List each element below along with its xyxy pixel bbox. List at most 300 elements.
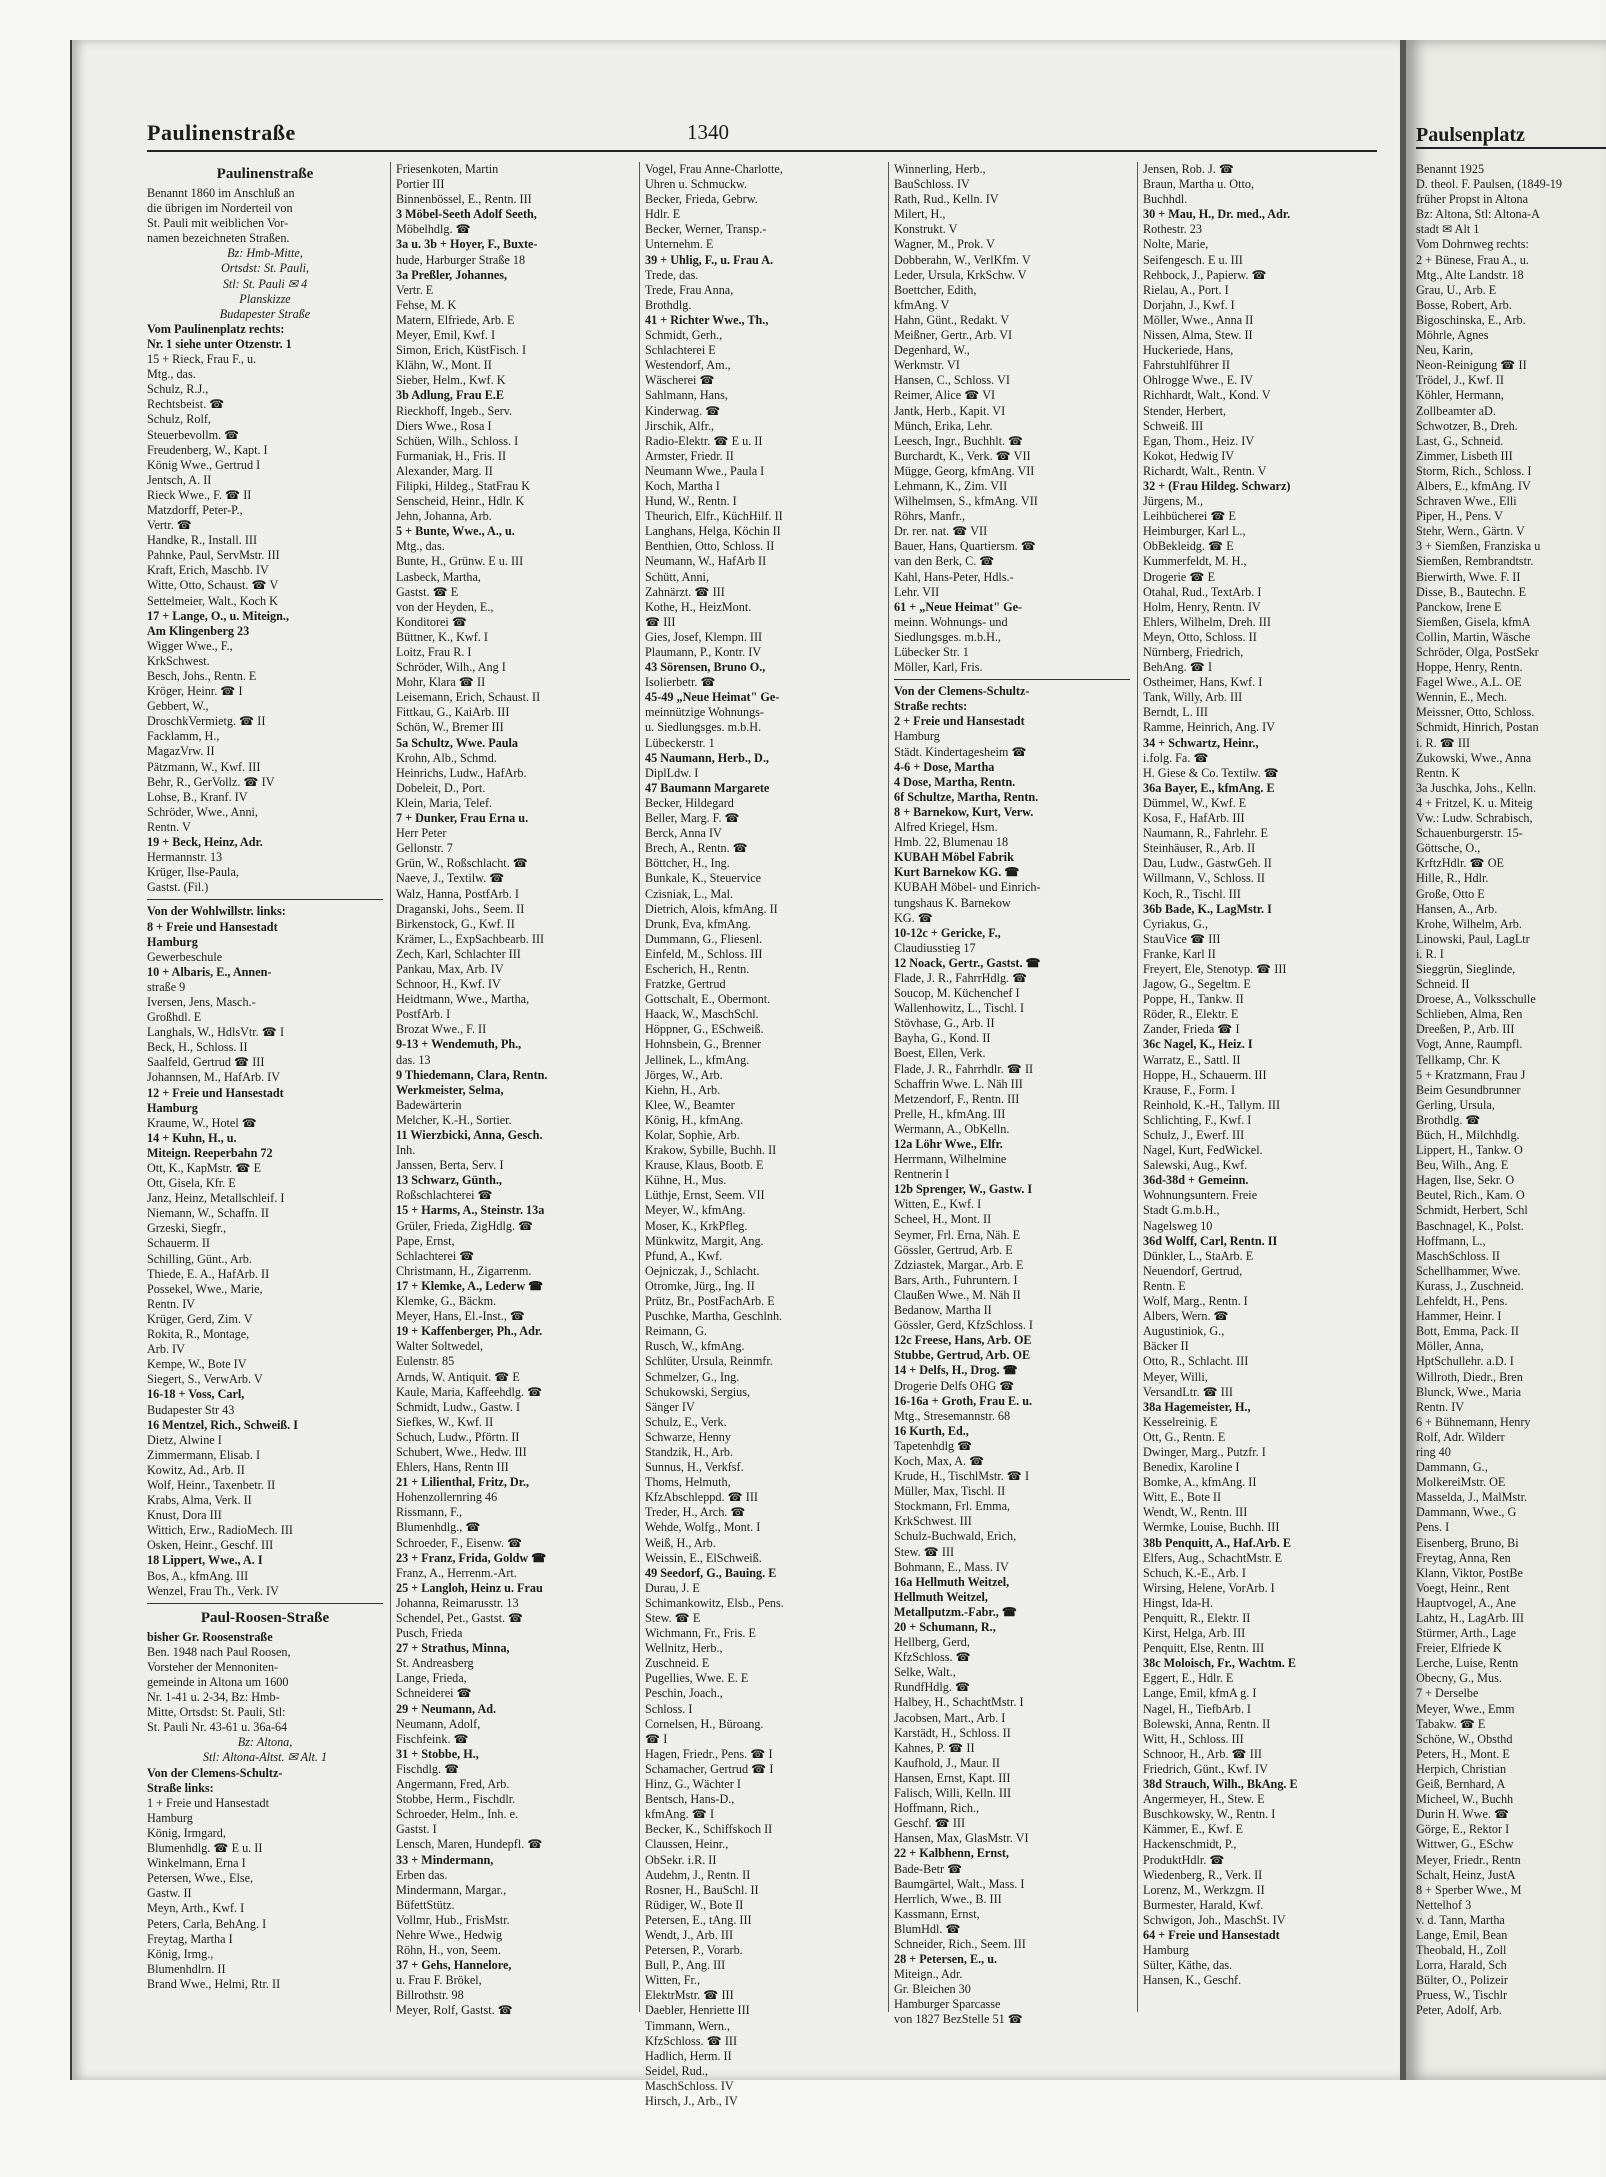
- directory-entry-line: Meyer, Willi,: [1143, 1369, 1208, 1384]
- directory-entry-line: Zahnärzt. ☎ III: [645, 584, 725, 599]
- directory-entry-line: Nr. 1 siehe unter Otzenstr. 1: [147, 336, 292, 351]
- directory-entry-line: Burchardt, K., Verk. ☎ VII: [894, 448, 1031, 463]
- directory-entry-line: Hamburg: [147, 1100, 198, 1115]
- directory-entry-line: Lerche, Luise, Rentn: [1416, 1656, 1519, 1671]
- directory-entry-line: Pusch, Frieda: [396, 1626, 463, 1641]
- directory-entry-line: Bz: Altona, Stl: Altona-A: [1416, 207, 1540, 222]
- directory-entry-line: Schüen, Wilh., Schloss. I: [396, 433, 519, 448]
- directory-entry-line: Schütt, Anni,: [645, 569, 709, 584]
- directory-entry-line: Rothestr. 23: [1143, 222, 1202, 237]
- directory-entry-line: Kolar, Sophie, Arb.: [645, 1128, 740, 1142]
- directory-entry-line: Bentsch, Hans-D.,: [645, 1792, 735, 1807]
- directory-entry-line: Ehlers, Wilhelm, Dreh. III: [1143, 614, 1271, 629]
- directory-entry-line: Schulz, E., Verk.: [645, 1414, 727, 1429]
- directory-entry-line: Lorra, Harald, Sch: [1416, 1958, 1507, 1973]
- directory-entry-line: Schöne, W., Obsthd: [1416, 1731, 1513, 1746]
- directory-entry-line: Poppe, H., Tankw. II: [1143, 992, 1244, 1007]
- directory-entry-line: Furmaniak, H., Fris. II: [396, 448, 507, 463]
- directory-entry-line: Petersen, E., tAng. III: [645, 1912, 752, 1927]
- directory-entry-line: tungshaus K. Barnekow: [894, 895, 1011, 910]
- directory-entry-line: Nissen, Alma, Stew. II: [1143, 328, 1253, 343]
- directory-entry-line: Heimburger, Karl L.,: [1143, 524, 1246, 539]
- directory-entry-line: Hermannstr. 13: [147, 850, 223, 865]
- directory-entry-line: 9 Thiedemann, Clara, Rentn.: [396, 1067, 548, 1082]
- directory-entry-line: Beck, H., Schloss. II: [147, 1040, 248, 1055]
- directory-entry-line: Am Klingenberg 23: [147, 623, 250, 638]
- directory-entry-line: Hirsch, J., Arb., IV: [645, 2094, 738, 2108]
- directory-entry-line: Miteign., Adr.: [894, 1967, 963, 1982]
- directory-entry-line: Drogerie Delfs OHG ☎: [894, 1378, 1015, 1393]
- directory-entry-line: Hmb. 22, Blumenau 18: [894, 835, 1009, 850]
- directory-entry-line: Peters, Carla, BehAng. I: [147, 1916, 267, 1931]
- directory-entry-line: Egan, Thom., Heiz. IV: [1143, 433, 1255, 448]
- directory-entry-line: Witten, E., Kwf. I: [894, 1197, 982, 1212]
- directory-entry-line: Pape, Ernst,: [396, 1233, 455, 1248]
- directory-entry-line: Leihbücherei ☎ E: [1143, 509, 1237, 524]
- directory-entry-line: Freytag, Anna, Ren: [1416, 1550, 1511, 1565]
- directory-entry-line: Huckeriede, Hans,: [1143, 343, 1234, 358]
- directory-entry-line: Rokita, R., Montage,: [147, 1327, 250, 1342]
- directory-entry-line: Ostheimer, Hans, Kwf. I: [1143, 675, 1263, 690]
- directory-entry-line: Rentn. IV: [1416, 1399, 1465, 1414]
- directory-entry-line: Ortsdst: St. Pauli,: [220, 261, 310, 276]
- directory-entry-line: Lehr. VII: [894, 584, 940, 599]
- directory-entry-line: Elfers, Aug., SchachtMstr. E: [1143, 1550, 1283, 1565]
- directory-entry-line: Buchhdl.: [1143, 192, 1188, 207]
- directory-entry-line: Masselda, J., MalMstr.: [1416, 1490, 1528, 1505]
- directory-entry-line: Witte, Otto, Schaust. ☎ V: [147, 578, 279, 593]
- directory-entry-line: namen bezeichneten Straßen.: [147, 231, 290, 246]
- directory-entry-line: KfzAbschleppd. ☎ III: [645, 1490, 758, 1505]
- directory-entry-line: Grüler, Frieda, ZigHdlg. ☎: [396, 1218, 534, 1233]
- directory-entry-line: Große, Otto E: [1416, 886, 1485, 901]
- directory-entry-line: Höppner, G., ESchweiß.: [645, 1022, 764, 1037]
- directory-entry-line: Klemke, G., Bäckm.: [396, 1294, 497, 1309]
- directory-entry-line: Kokot, Hedwig IV: [1143, 448, 1235, 463]
- directory-entry-line: Hammer, Heinr. I: [1416, 1309, 1502, 1324]
- directory-entry-line: Schulz, J., Ewerf. III: [1143, 1128, 1245, 1142]
- directory-entry-line: Prelle, H., kfmAng. III: [894, 1106, 1006, 1121]
- directory-entry-line: Lübeckerstr. 1: [645, 735, 715, 750]
- directory-entry-line: Kummerfeldt, M. H.,: [1143, 554, 1247, 569]
- directory-entry-line: Braun, Martha u. Otto,: [1143, 177, 1255, 192]
- column-2: [396, 162, 632, 2032]
- directory-entry-line: Benannt 1925: [1416, 162, 1485, 176]
- directory-entry-line: 14 + Kuhn, H., u.: [147, 1130, 237, 1145]
- directory-entry-line: Kröger, Heinr. ☎ I: [147, 684, 243, 699]
- directory-entry-line: Daebler, Henriette III: [645, 2003, 750, 2018]
- directory-entry-line: König, Irmgard,: [147, 1825, 226, 1840]
- directory-entry-line: Bunkale, K., Steuervice: [645, 871, 762, 886]
- directory-entry-line: Stobbe, Herm., Fischdlr.: [396, 1792, 516, 1807]
- directory-entry-line: König Wwe., Gertrud I: [147, 457, 261, 472]
- directory-entry-line: Niemann, W., Schaffn. II: [147, 1206, 269, 1221]
- directory-entry-line: Dümmel, W., Kwf. E: [1143, 795, 1247, 810]
- directory-entry-line: Lippert, H., Tankw. O: [1416, 1143, 1523, 1158]
- directory-entry-line: 3 Möbel-Seeth Adolf Seeth,: [396, 207, 537, 222]
- directory-entry-line: 16a Hellmuth Weitzel,: [894, 1574, 1010, 1589]
- directory-entry-line: Stehr, Wern., Gärtn. V: [1416, 524, 1525, 539]
- running-header-street: Paulinenstraße: [147, 120, 296, 145]
- directory-entry-line: Bolewski, Anna, Rentn. II: [1143, 1716, 1271, 1731]
- directory-entry-line: Peters, H., Mont. E: [1416, 1746, 1510, 1761]
- directory-entry-line: Hansen, C., Schloss. VI: [894, 373, 1010, 388]
- directory-entry-line: ElektrMstr. ☎ III: [645, 1988, 734, 2003]
- directory-entry-line: Rusch, W., kfmAng.: [645, 1339, 745, 1354]
- directory-entry-line: 36d-38d + Gemeinn.: [1143, 1173, 1249, 1188]
- directory-entry-line: Brand Wwe., Helmi, Rtr. II: [147, 1976, 281, 1991]
- directory-entry-line: Kurt Barnekow KG. ☎: [894, 865, 1020, 880]
- directory-entry-line: Jacobsen, Mart., Arb. I: [894, 1710, 1006, 1725]
- directory-entry-line: Wolf, Marg., Rentn. I: [1143, 1294, 1248, 1309]
- directory-entry-line: 12 + Freie und Hansestadt: [147, 1085, 284, 1100]
- directory-entry-line: gemeinde in Altona um 1600: [147, 1675, 289, 1689]
- directory-entry-line: Kosa, F., HafArb. III: [1143, 811, 1245, 826]
- directory-entry-line: Stew. ☎ III: [894, 1544, 955, 1559]
- directory-entry-line: 39 + Uhlig, F., u. Frau A.: [645, 252, 774, 267]
- directory-entry-line: Portier III: [396, 177, 445, 192]
- directory-entry-line: Tabakw. ☎ E: [1416, 1716, 1486, 1731]
- directory-entry-line: 8 + Sperber Wwe., M: [1416, 1882, 1522, 1897]
- directory-entry-line: Schilling, Günt., Arb.: [147, 1251, 252, 1266]
- directory-entry-line: Bars, Arth., Fuhruntern. I: [894, 1272, 1018, 1287]
- directory-entry-line: Büttner, K., Kwf. I: [396, 629, 488, 644]
- directory-entry-line: Gottschalt, E., Obermont.: [645, 992, 771, 1007]
- directory-entry-line: Steuerbevollm. ☎: [147, 427, 240, 442]
- directory-entry-line: Schmidt, Herbert, Schl: [1416, 1203, 1528, 1218]
- directory-entry-line: Claudiusstieg 17: [894, 940, 976, 955]
- directory-entry-line: Lehmann, K., Zim. VII: [894, 478, 1008, 493]
- directory-entry-line: Klähn, W., Mont. II: [396, 358, 492, 373]
- directory-entry-line: 49 Seedorf, G., Bauing. E: [645, 1565, 777, 1580]
- directory-entry-line: Bedanow, Martha II: [894, 1303, 992, 1318]
- directory-entry-line: Dünkler, L., StaArb. E: [1143, 1248, 1254, 1263]
- directory-entry-line: Gies, Josef, Klempn. III: [645, 629, 763, 644]
- directory-entry-line: Osken, Heinr., Geschf. III: [147, 1538, 274, 1553]
- directory-entry-line: Blunck, Wwe., Maria: [1416, 1384, 1522, 1399]
- directory-entry-line: Blumenhdlrn. II: [147, 1961, 226, 1976]
- directory-entry-line: Sieggrün, Sieglinde,: [1416, 961, 1516, 976]
- directory-entry-line: Hoffmann, Rich.,: [894, 1801, 980, 1816]
- directory-entry-line: Flade, J. R., FahrrHdlg. ☎: [894, 970, 1028, 985]
- directory-entry-line: Bäcker II: [1143, 1339, 1189, 1354]
- directory-entry-line: Moser, K., KrkPfleg.: [645, 1218, 748, 1233]
- directory-entry-line: Möller, Anna,: [1416, 1339, 1484, 1354]
- directory-entry-line: Richhardt, Walt., Kond. V: [1143, 388, 1271, 403]
- directory-entry-line: Nagel, H., TiefbArb. I: [1143, 1701, 1251, 1716]
- column-1: [147, 162, 383, 2032]
- directory-entry-line: Rolf, Adr. Wilderr: [1416, 1429, 1505, 1444]
- directory-entry-line: Kämmer, E., Kwf. E: [1143, 1822, 1244, 1837]
- directory-entry-line: i. R. I: [1416, 946, 1444, 961]
- directory-entry-line: Uhren u. Schmuckw.: [645, 177, 748, 192]
- directory-entry-line: RundfHdlg. ☎: [894, 1680, 971, 1695]
- directory-entry-line: Sänger IV: [645, 1399, 695, 1414]
- directory-entry-line: Bade-Betr ☎: [894, 1861, 963, 1876]
- directory-entry-line: Meyn, Arth., Kwf. I: [147, 1901, 245, 1916]
- directory-entry-line: Tank, Willy, Arb. III: [1143, 690, 1243, 705]
- directory-entry-line: Schröder, Wilh., Ang I: [396, 660, 506, 675]
- directory-entry-line: Unternehm. E: [645, 237, 714, 252]
- directory-entry-line: Czisniak, L., Mal.: [645, 886, 734, 901]
- directory-entry-line: Neumann, Adolf,: [396, 1716, 481, 1731]
- directory-entry-line: Hansen, Ernst, Kapt. III: [894, 1770, 1011, 1785]
- directory-entry-line: Lahtz, H., LagArb. III: [1416, 1611, 1524, 1625]
- directory-entry-line: Brothdlg. ☎: [1416, 1112, 1481, 1127]
- directory-entry-line: Degenhard, W.,: [894, 343, 970, 358]
- directory-entry-line: Ramme, Heinrich, Ang. IV: [1143, 720, 1276, 735]
- directory-entry-line: Weissin, E., ElSchweiß.: [645, 1550, 762, 1565]
- directory-entry-line: Schamacher, Gertrud ☎ I: [645, 1761, 774, 1776]
- directory-entry-line: Isolierbetr. ☎: [645, 675, 716, 690]
- directory-entry-line: Seifengesch. E u. III: [1143, 252, 1243, 267]
- directory-entry-line: Schmidt, Ludw., Gastw. I: [396, 1399, 521, 1414]
- directory-entry-line: u. Siedlungsges. m.b.H.: [645, 720, 762, 735]
- directory-entry-line: 10 + Albaris, E., Annen-: [147, 964, 272, 979]
- directory-entry-line: Drogerie ☎ E: [1143, 569, 1216, 584]
- directory-entry-line: 28 + Petersen, E., u.: [894, 1952, 998, 1967]
- directory-entry-line: Storm, Rich., Schloss. I: [1416, 463, 1532, 478]
- directory-entry-line: Wendt, W., Rentn. III: [1143, 1505, 1248, 1520]
- directory-entry-line: Wiedenberg, R., Verk. II: [1143, 1867, 1263, 1882]
- directory-entry-line: Jellinek, L., kfmAng.: [645, 1052, 750, 1067]
- directory-entry-line: Selke, Walt.,: [894, 1665, 956, 1680]
- directory-entry-line: Hund, W., Rentn. I: [645, 494, 737, 509]
- directory-entry-line: 2 + Freie und Hansestadt: [894, 714, 1025, 729]
- directory-entry-line: Fagel Wwe., A.L. OE: [1416, 675, 1522, 690]
- directory-entry-line: Straße links:: [147, 1780, 214, 1795]
- directory-entry-line: Hadlich, Herm. II: [645, 2048, 732, 2063]
- directory-entry-line: Meyer, W., kfmAng.: [645, 1203, 746, 1218]
- directory-entry-line: Loitz, Frau R. I: [396, 645, 472, 659]
- directory-entry-line: Kirst, Helga, Arb. III: [1143, 1626, 1246, 1641]
- directory-entry-line: Bülter, O., Polizeir: [1416, 1973, 1508, 1988]
- directory-entry-line: Eggert, E., Hdlr. E: [1143, 1671, 1234, 1686]
- directory-entry-line: Röhrs, Manfr.,: [894, 509, 966, 524]
- directory-entry-line: Matzdorff, Peter-P.,: [147, 502, 243, 517]
- directory-entry-line: Pätzmann, W., Kwf. III: [147, 759, 261, 774]
- directory-entry-line: Von der Clemens-Schultz-: [894, 684, 1030, 699]
- directory-entry-line: Konstrukt. V: [894, 222, 958, 237]
- directory-entry-line: DiplLdw. I: [645, 765, 699, 780]
- directory-entry-line: Eisenberg, Bruno, Bi: [1416, 1535, 1519, 1550]
- directory-entry-line: MaschSchloss. IV: [645, 2078, 734, 2093]
- directory-entry-line: 32 + (Frau Hildeg. Schwarz): [1143, 478, 1291, 493]
- directory-entry-line: Schellhammer, Wwe.: [1416, 1263, 1521, 1278]
- directory-entry-line: Jentsch, A. II: [147, 472, 212, 487]
- directory-entry-line: Peter, Adolf, Arb.: [1416, 2003, 1502, 2018]
- directory-entry-line: Possekel, Wwe., Marie,: [147, 1281, 263, 1296]
- directory-entry-line: Roßschlachterei ☎: [396, 1188, 493, 1203]
- directory-entry-line: Siefkes, W., Kwf. II: [396, 1414, 494, 1429]
- directory-entry-line: Metzendorf, F., Rentn. III: [894, 1091, 1020, 1106]
- column-5: [1143, 162, 1383, 2032]
- directory-entry-line: Meyn, Otto, Schloss. II: [1143, 629, 1257, 644]
- directory-entry-line: Obecny, G., Mus.: [1416, 1671, 1502, 1686]
- directory-entry-line: Krakow, Sybille, Buchh. II: [645, 1143, 777, 1158]
- directory-entry-line: Friedrich, Günt., Kwf. IV: [1143, 1761, 1268, 1776]
- directory-entry-line: Berck, Anna IV: [645, 826, 722, 841]
- directory-entry-line: 13 Schwarz, Günth.,: [396, 1173, 502, 1188]
- directory-entry-line: Ben. 1948 nach Paul Roosen,: [147, 1644, 291, 1659]
- directory-entry-line: 7 + Dunker, Frau Erna u.: [396, 811, 529, 826]
- directory-entry-line: Fehse, M. K: [396, 297, 457, 312]
- directory-entry-line: Siemßen, Gisela, kfmA: [1416, 614, 1531, 629]
- directory-entry-line: Hahn, Günt., Redakt. V: [894, 312, 1010, 327]
- directory-entry-line: Rielau, A., Port. I: [1143, 282, 1229, 297]
- directory-entry-line: Leesch, Ingr., Buchhlt. ☎: [894, 433, 1024, 448]
- directory-entry-line: Hansen, A., Arb.: [1416, 901, 1498, 916]
- directory-entry-line: Schneid. II: [1416, 977, 1470, 992]
- directory-entry-line: 3b Adlung, Frau E.E: [396, 388, 505, 403]
- directory-entry-line: Hamburg: [147, 934, 198, 949]
- directory-entry-line: das. 13: [396, 1052, 431, 1067]
- directory-entry-line: Schneider, Rich., Seem. III: [894, 1936, 1026, 1951]
- directory-entry-line: KrftzHdlr. ☎ OE: [1416, 856, 1504, 871]
- directory-entry-line: Becker, Werner, Transp.-: [645, 222, 767, 237]
- directory-entry-line: meinnützige Wohnungs-: [645, 705, 764, 720]
- directory-entry-line: Nr. 1-41 u. 2-34, Bz: Hmb-: [147, 1690, 280, 1705]
- directory-entry-line: Witt, E., Bote II: [1143, 1490, 1222, 1505]
- directory-entry-line: straße 9: [147, 979, 186, 994]
- directory-entry-line: Bigoschinska, E., Arb.: [1416, 312, 1526, 327]
- directory-entry-line: Badewärterin: [396, 1097, 462, 1112]
- directory-entry-line: Draganski, Johs., Seem. II: [396, 901, 525, 916]
- directory-entry-line: Kaufhold, J., Maur. II: [894, 1755, 1000, 1770]
- directory-entry-line: Herrlich, Wwe., B. III: [894, 1891, 1002, 1906]
- directory-entry-line: Ott, K., KapMstr. ☎ E: [147, 1161, 262, 1175]
- directory-entry-line: Inh.: [396, 1143, 416, 1158]
- directory-entry-line: Bohmann, E., Mass. IV: [894, 1559, 1009, 1574]
- section-separator: [147, 899, 383, 900]
- directory-entry-line: Vw.: Ludw. Schrabisch,: [1416, 811, 1533, 826]
- directory-entry-line: Rüdiger, W., Bote II: [645, 1897, 744, 1912]
- directory-entry-line: Dorjahn, J., Kwf. I: [1143, 297, 1235, 312]
- directory-entry-line: Bos, A., kfmAng. III: [147, 1568, 249, 1583]
- directory-entry-line: Karstädt, H., Schloss. II: [894, 1725, 1011, 1740]
- directory-entry-line: Melcher, K.-H., Sortier.: [396, 1112, 512, 1127]
- directory-entry-line: Settelmeier, Walt., Koch K: [147, 593, 278, 608]
- directory-entry-line: Hagen, Friedr., Pens. ☎ I: [645, 1746, 773, 1761]
- directory-entry-line: Blumenhdlg., ☎: [396, 1520, 481, 1535]
- directory-entry-line: Benedix, Karoline I: [1143, 1460, 1240, 1475]
- directory-entry-line: 43 Sörensen, Bruno O.,: [645, 660, 766, 675]
- directory-entry-line: 21 + Lilienthal, Fritz, Dr.,: [396, 1475, 530, 1490]
- directory-entry-line: kfmAng. V: [894, 297, 950, 312]
- directory-entry-line: Neon-Reinigung ☎ II: [1416, 358, 1527, 373]
- directory-entry-line: Dr. rer. nat. ☎ VII: [894, 524, 988, 539]
- directory-entry-line: Lange, Emil, Bean: [1416, 1927, 1508, 1942]
- directory-entry-line: PostfArb. I: [396, 1007, 451, 1022]
- directory-entry-line: Bull, P., Ang. III: [645, 1958, 726, 1973]
- directory-entry-line: Hille, R., Hdlr.: [1416, 871, 1489, 886]
- directory-entry-line: 1 + Freie und Hansestadt: [147, 1795, 269, 1810]
- directory-entry-line: Dietz, Alwine I: [147, 1432, 222, 1447]
- directory-entry-line: Johanna, Reimarusstr. 13: [396, 1595, 519, 1610]
- directory-entry-line: Hamburg: [1143, 1943, 1189, 1958]
- directory-entry-line: Grzeski, Siegfr.,: [147, 1221, 227, 1236]
- directory-entry-line: Matern, Elfriede, Arb. E: [396, 312, 515, 327]
- directory-entry-line: Bott, Emma, Pack. II: [1416, 1324, 1519, 1339]
- directory-entry-line: Piper, H., Pens. V: [1416, 509, 1503, 524]
- directory-entry-line: Reimann, G.: [645, 1324, 707, 1339]
- directory-entry-line: Angermeyer, H., Stew. E: [1143, 1792, 1265, 1807]
- directory-entry-line: Armster, Friedr. II: [645, 448, 734, 463]
- directory-entry-line: Beller, Marg. F. ☎: [645, 811, 740, 826]
- directory-entry-line: Reinhold, K.-H., Tallym. III: [1143, 1097, 1281, 1112]
- directory-entry-line: Rehbock, J., Papierw. ☎: [1143, 267, 1267, 282]
- directory-entry-line: 17 + Lange, O., u. Miteign.,: [147, 608, 290, 623]
- directory-entry-line: Mohr, Klara ☎ II: [396, 675, 486, 690]
- street-heading: Paulinenstraße: [216, 166, 314, 182]
- directory-entry-line: Haack, W., MaschSchl.: [645, 1007, 759, 1022]
- directory-entry-line: Freier, Elfriede K: [1416, 1641, 1502, 1656]
- directory-entry-line: Vom Dohrnweg rechts:: [1416, 237, 1529, 252]
- directory-entry-line: Gastw. II: [147, 1886, 192, 1901]
- directory-entry-line: ProduktHdlr. ☎: [1143, 1852, 1225, 1867]
- directory-entry-line: Klann, Viktor, PostBe: [1416, 1565, 1523, 1580]
- directory-entry-line: Micheel, W., Buchh: [1416, 1792, 1514, 1807]
- directory-entry-line: Binnenbössel, E., Rentn. III: [396, 192, 532, 207]
- directory-entry-line: Milert, H.,: [894, 207, 946, 222]
- directory-entry-line: Bayha, G., Kond. II: [894, 1031, 991, 1046]
- directory-entry-line: Timmann, Wern.,: [645, 2018, 731, 2033]
- directory-entry-line: Siedlungsges. m.b.H.,: [894, 629, 1001, 644]
- directory-entry-line: Hamburg: [894, 729, 940, 744]
- directory-entry-line: D. theol. F. Paulsen, (1849-19: [1416, 177, 1562, 192]
- directory-entry-line: Schraven Wwe., Elli: [1416, 494, 1517, 509]
- directory-entry-line: Fahrstuhlführer II: [1143, 358, 1230, 373]
- directory-entry-line: Lensch, Maren, Hundepfl. ☎: [396, 1837, 543, 1852]
- directory-entry-line: Meyer, Wwe., Emm: [1416, 1701, 1515, 1716]
- directory-entry-line: Pugellies, Wwe. E. E: [645, 1671, 749, 1686]
- directory-entry-line: Pens. I: [1416, 1520, 1450, 1535]
- directory-entry-line: 6f Schultze, Martha, Rentn.: [894, 789, 1039, 804]
- directory-entry-line: Langhans, Helga, Köchin II: [645, 524, 781, 539]
- directory-entry-line: DroschkVermietg. ☎ II: [147, 714, 266, 729]
- directory-entry-line: Schneiderei ☎: [396, 1686, 472, 1701]
- directory-entry-line: Otromke, Jürg., Ing. II: [645, 1278, 755, 1293]
- directory-entry-line: Rath, Rud., Kelln. IV: [894, 192, 999, 207]
- directory-entry-line: Kinderwag. ☎: [645, 403, 721, 418]
- directory-entry-line: Trödel, J., Kwf. II: [1416, 373, 1504, 388]
- directory-entry-line: Kesselreinig. E: [1143, 1414, 1218, 1429]
- directory-entry-line: Rentn. V: [147, 819, 191, 834]
- directory-entry-line: Steinhäuser, R., Arb. II: [1143, 841, 1256, 856]
- directory-entry-line: Wellnitz, Herb.,: [645, 1641, 723, 1656]
- directory-entry-line: Münkwitz, Margit, Ang.: [645, 1233, 764, 1248]
- directory-entry-line: Kurass, J., Zuschneid.: [1416, 1278, 1524, 1293]
- directory-entry-line: Heidtmann, Wwe., Martha,: [396, 992, 530, 1007]
- directory-entry-line: Benannt 1860 im Anschluß an: [147, 186, 295, 200]
- directory-entry-line: 31 + Stobbe, H.,: [396, 1746, 479, 1761]
- directory-entry-line: Simon, Erich, KüstFisch. I: [396, 343, 526, 358]
- directory-entry-line: 2 + Bünese, Frau A., u.: [1416, 252, 1529, 267]
- directory-entry-line: 33 + Mindermann,: [396, 1852, 494, 1867]
- directory-entry-line: Panckow, Irene E: [1416, 599, 1502, 614]
- directory-entry-line: Stl: Altona-Altst. ✉ Alt. 1: [202, 1750, 328, 1765]
- directory-entry-line: Beu, Wilh., Ang. E: [1416, 1158, 1509, 1173]
- directory-entry-line: Beim Gesundbrunner: [1416, 1082, 1521, 1097]
- directory-entry-line: Dau, Ludw., GastwGeh. II: [1143, 856, 1272, 871]
- directory-entry-line: früher Propst in Altona: [1416, 192, 1529, 207]
- directory-entry-line: Wilhelmsen, S., kfmAng. VII: [894, 494, 1038, 509]
- directory-entry-line: Geschf. ☎ III: [894, 1816, 966, 1831]
- directory-entry-line: i.folg. Fa. ☎: [1143, 750, 1209, 765]
- directory-entry-line: 38a Hagemeister, H.,: [1143, 1399, 1251, 1414]
- directory-entry-line: Dummann, G., Fliesenl.: [645, 931, 763, 946]
- directory-entry-line: Dietrich, Alois, kfmAng. II: [645, 901, 778, 916]
